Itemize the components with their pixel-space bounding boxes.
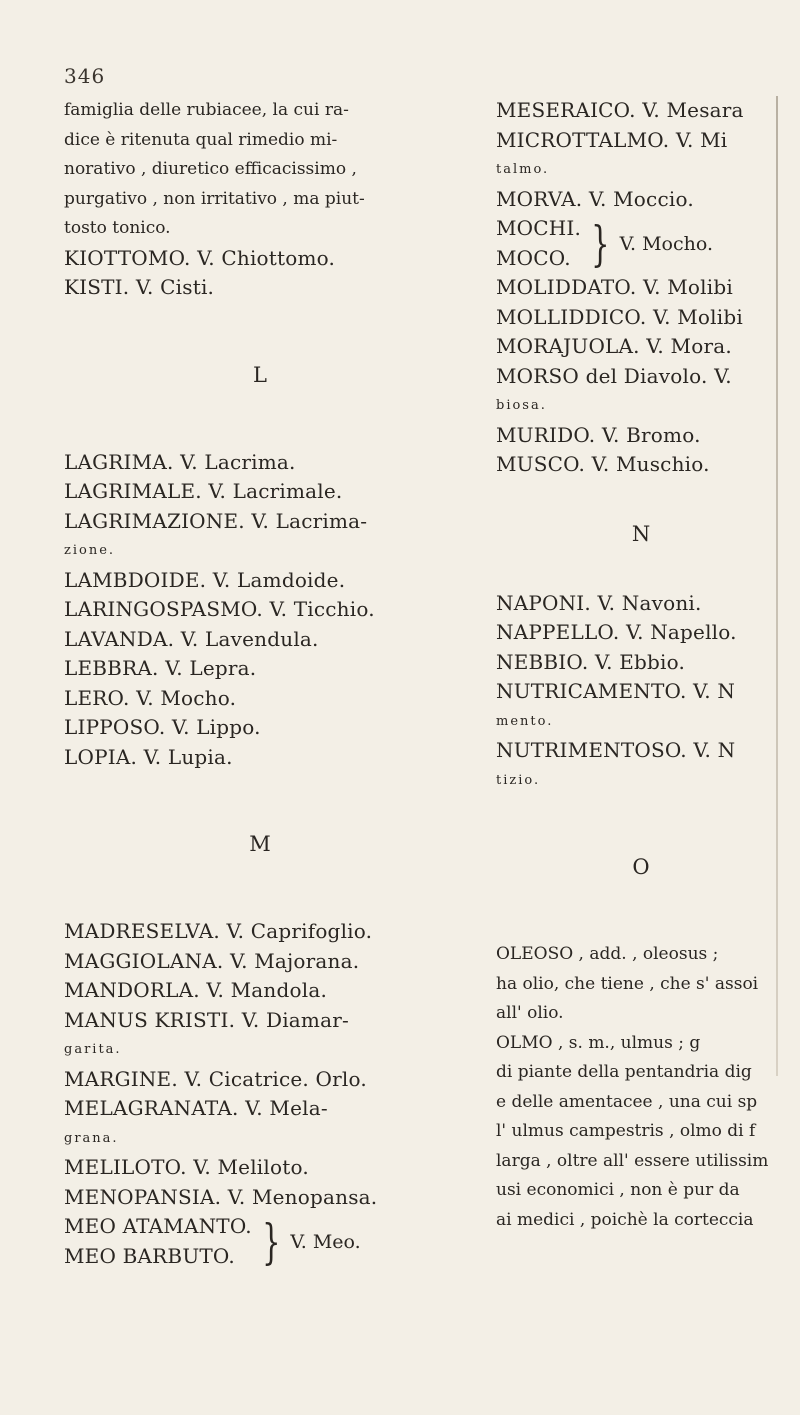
dictionary-entry: MEO BARBUTO. [64,1243,235,1268]
section-heading-o: O [632,855,650,879]
cross-reference: V. Meo. [290,1230,361,1253]
page-number: 346 [64,64,106,88]
section-heading-l: L [253,362,267,387]
brace-icon: } [261,1213,281,1270]
text-line: famiglia delle rubiacee, la cui ra- [64,100,349,120]
dictionary-entry: NUTRICAMENTO. V. N [496,679,736,703]
dictionary-entry: MOLLIDDICO. V. Molibi [496,304,743,329]
text-line: purgativo , non irritativo , ma piut- [64,188,365,209]
dictionary-entry: LAGRIMA. V. Lacrima. [64,449,296,474]
text-line: e delle amentacee , una cui sp [496,1091,758,1112]
text-line: dice è ritenuta qual rimedio mi- [64,129,338,150]
dictionary-entry: MARGINE. V. Cicatrice. Orlo. [64,1066,367,1091]
text-line: ai medici , poichè la corteccia [496,1209,754,1230]
page-gutter-shadow [776,96,778,1076]
text-line: ha olio, che tiene , che s' assoi [496,973,759,994]
dictionary-entry: LARINGOSPASMO. V. Ticchio. [64,597,375,621]
dictionary-entry: MENOPANSIA. V. Menopansa. [64,1184,378,1209]
dictionary-entry: LAMBDOIDE. V. Lamdoide. [64,567,346,592]
dictionary-entry: MORSO del Diavolo. V. [496,363,732,388]
dictionary-entry: KIOTTOMO. V. Chiottomo. [64,245,336,270]
dictionary-entry: KISTI. V. Cisti. [64,275,215,299]
entry-continuation: tizio. [496,772,541,788]
cross-reference: V. Mocho. [619,232,714,255]
dictionary-entry: LAGRIMALE. V. Lacrimale. [64,479,343,503]
dictionary-entry: MORAJUOLA. V. Mora. [496,334,732,358]
dictionary-entry: LOPIA. V. Lupia. [64,744,233,769]
dictionary-entry: MANUS KRISTI. V. Diamar- [64,1007,349,1032]
dictionary-entry: MUSCO. V. Muschio. [496,452,710,476]
text-line: usi economici , non è pur da [496,1180,740,1200]
text-line: di piante della pentandria dig [496,1062,752,1082]
dictionary-entry: NAPONI. V. Navoni. [496,590,702,615]
dictionary-entry: LERO. V. Mocho. [64,685,237,710]
dictionary-entry: MORVA. V. Moccio. [496,186,694,211]
entry-continuation: mento. [496,713,554,729]
text-line: l' ulmus campestris , olmo di f [496,1121,756,1141]
text-line: tosto tonico. [64,218,171,238]
dictionary-entry: MESERAICO. V. Mesara [496,98,744,122]
text-line: OLEOSO , add. , oleosus ; [496,944,719,964]
dictionary-entry: NUTRIMENTOSO. V. N [496,738,736,762]
section-heading-n: N [631,521,651,546]
dictionary-entry: MELAGRANATA. V. Mela- [64,1096,328,1120]
dictionary-entry: MEO ATAMANTO. [64,1214,252,1238]
dictionary-entry: LEBBRA. V. Lepra. [64,656,257,680]
entry-continuation: grana. [64,1130,119,1146]
text-line: OLMO , s. m., ulmus ; g [496,1032,701,1053]
dictionary-entry: MAGGIOLANA. V. Majorana. [64,948,360,973]
left-column [64,96,456,1271]
entry-continuation: biosa. [496,398,547,413]
dictionary-entry: NEBBIO. V. Ebbio. [496,649,686,674]
entry-continuation: talmo. [496,162,550,177]
brace-group [64,1212,456,1271]
text-line: all' olio. [496,1003,564,1023]
dictionary-entry: MOCHI. [496,216,582,240]
entry-continuation: garita. [64,1042,122,1057]
entry-continuation: zione. [64,543,116,558]
text-line: norativo , diuretico efficacissimo , [64,159,357,179]
dictionary-entry: MOLIDDATO. V. Molibi [496,275,733,299]
text-line: larga , oltre all' essere utilissim [496,1150,769,1171]
dictionary-entry: MURIDO. V. Bromo. [496,422,701,447]
dictionary-entry: LAGRIMAZIONE. V. Lacrima- [64,508,368,533]
dictionary-entry: MOCO. [496,245,571,270]
brace-icon: } [591,215,610,272]
intro-paragraph [64,96,456,244]
dictionary-entry: MANDORLA. V. Mandola. [64,978,328,1002]
dictionary-entry: MELILOTO. V. Meliloto. [64,1155,309,1179]
dictionary-entry: LIPPOSO. V. Lippo. [64,715,261,739]
section-heading-m: M [249,832,271,856]
dictionary-entry: MICROTTALMO. V. Mi [496,127,728,152]
brace-group [496,214,786,273]
dictionary-entry: MADRESELVA. V. Caprifoglio. [64,919,373,943]
right-column [496,96,786,1235]
dictionary-entry: NAPPELLO. V. Napello. [496,620,737,644]
dictionary-entry: LAVANDA. V. Lavendula. [64,626,319,651]
